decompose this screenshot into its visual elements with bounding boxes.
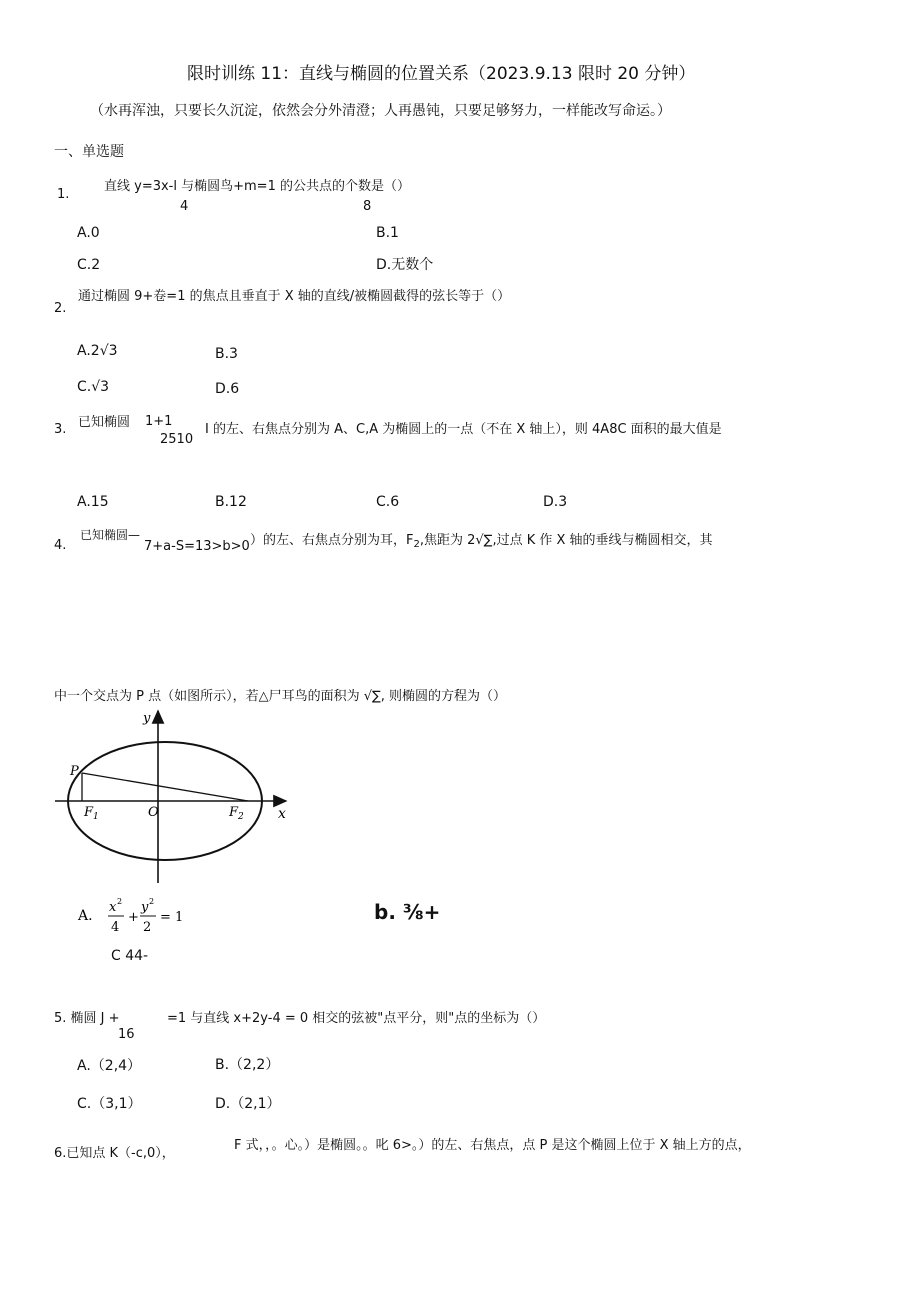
q3-option-d: D.3 [543,494,568,510]
point-f2-label [228,805,244,822]
q5-option-d: D.（2,1） [215,1096,281,1112]
q5-option-c: C.（3,1） [77,1096,142,1112]
f2-subscript: 2 [238,812,244,822]
q4-stem-line [250,534,713,550]
point-p-label: P [70,764,79,779]
q3-option-c: C.6 [376,494,400,510]
q4-stem-tail: ,焦距为 2√∑,过点 K 作 X 轴的垂线与椭圆相交，其 [419,533,713,548]
q4-option-a-denom1: 4 [111,920,120,935]
q1-option-d: D.无数个 [376,257,434,273]
q4-stem-formula: 7+a-S=13>b>0 [144,539,250,554]
q4-option-b: b. ⅜+ [374,900,441,924]
q2-option-c: C.√3 [77,379,110,395]
q3-stem-start: 已知椭圆 [78,415,131,430]
q4-number: 4. [54,538,67,553]
q4-option-a-letter: A. [78,908,93,924]
q2-stem: 通过椭圆 9+卷=1 的焦点且垂直于 X 轴的直线/被椭圆截得的弦长等于（） [78,289,511,304]
q5-option-b: B.（2,2） [215,1057,280,1073]
q3-option-b: B.12 [215,494,247,510]
q4-option-a [76,893,196,937]
q5-option-a: A.（2,4） [77,1058,142,1074]
f1-subscript: 1 [93,812,99,822]
origin-label: O [148,805,159,820]
q3-stem-rest: I 的左、右焦点分别为 A、C,A 为椭圆上的一点（不在 X 轴上），则 4A8C 面积的最大值是 [205,422,722,437]
q1-stem: 直线 y=3x-l 与椭圆鸟+m=1 的公共点的个数是（） [104,179,410,194]
y-axis-label: y [143,711,151,726]
q1-option-c: C.2 [77,257,101,273]
q5-stem-rest: =1 与直线 x+2y-4 = 0 相交的弦被"点平分，则"点的坐标为（） [167,1011,546,1026]
x-axis-label: x [278,806,286,822]
point-f1-label [83,805,99,822]
q4-option-a-equals: = 1 [160,910,184,925]
q3-number: 3. [54,422,67,437]
q5-stem-start: 5. 椭圆 J + [54,1011,120,1026]
q4-option-a-y-exp: 2 [149,897,155,906]
q4-option-a-plus: + [128,910,139,925]
q2-option-d: D.6 [215,381,240,397]
page-title: 限时训练 11：直线与椭圆的位置关系（2023.9.13 限时 20 分钟） [187,64,696,84]
section-heading: 一、单选题 [54,144,124,160]
q4-stem-part: ）的左、右焦点分别为耳，F [250,533,414,548]
q4-stem-subscript: 2 [413,539,420,550]
p-f2-segment [82,773,248,801]
q1-number: 1. [57,187,70,202]
q1-option-a: A.0 [77,225,100,241]
q4-option-a-y: y [141,900,149,915]
q4-option-a-x-exp: 2 [117,897,123,906]
q2-number: 2. [54,301,67,316]
q4-stem-continued: 中一个交点为 P 点（如图所示），若△尸耳鸟的面积为 √∑, 则椭圆的方程为（） [54,689,507,704]
q6-stem-rest: F 式，，。心。）是椭圆。。叱 6>。）的左、右焦点，点 P 是这个椭圆上位于 X 轴上方的点， [234,1138,751,1153]
f2-letter: F [229,805,239,820]
q3-fraction-top: 1+1 [145,414,173,429]
ellipse-figure [50,705,300,890]
q6-stem-start: 6.已知点 K（-c,0）， [54,1146,175,1161]
q5-subscript-16: 16 [118,1027,135,1042]
q3-fraction-bottom: 2510 [160,432,194,447]
f1-letter: F [84,805,94,820]
q4-option-c: C 44- [111,948,149,964]
q1-subscript-4: 4 [180,199,189,214]
q4-stem-start: 已知椭圆— [80,528,141,542]
q1-subscript-8: 8 [363,199,372,214]
q3-option-a: A.15 [77,494,109,510]
motto: （水再浑浊，只要长久沉淀，依然会分外清澄；人再愚钝，只要足够努力，一样能改写命运。） [90,103,671,119]
q2-option-b: B.3 [215,346,238,362]
q4-option-a-x: x [109,900,117,915]
q2-option-a: A.2√3 [77,343,118,359]
q4-option-a-denom2: 2 [143,920,152,935]
q1-option-b: B.1 [376,225,399,241]
